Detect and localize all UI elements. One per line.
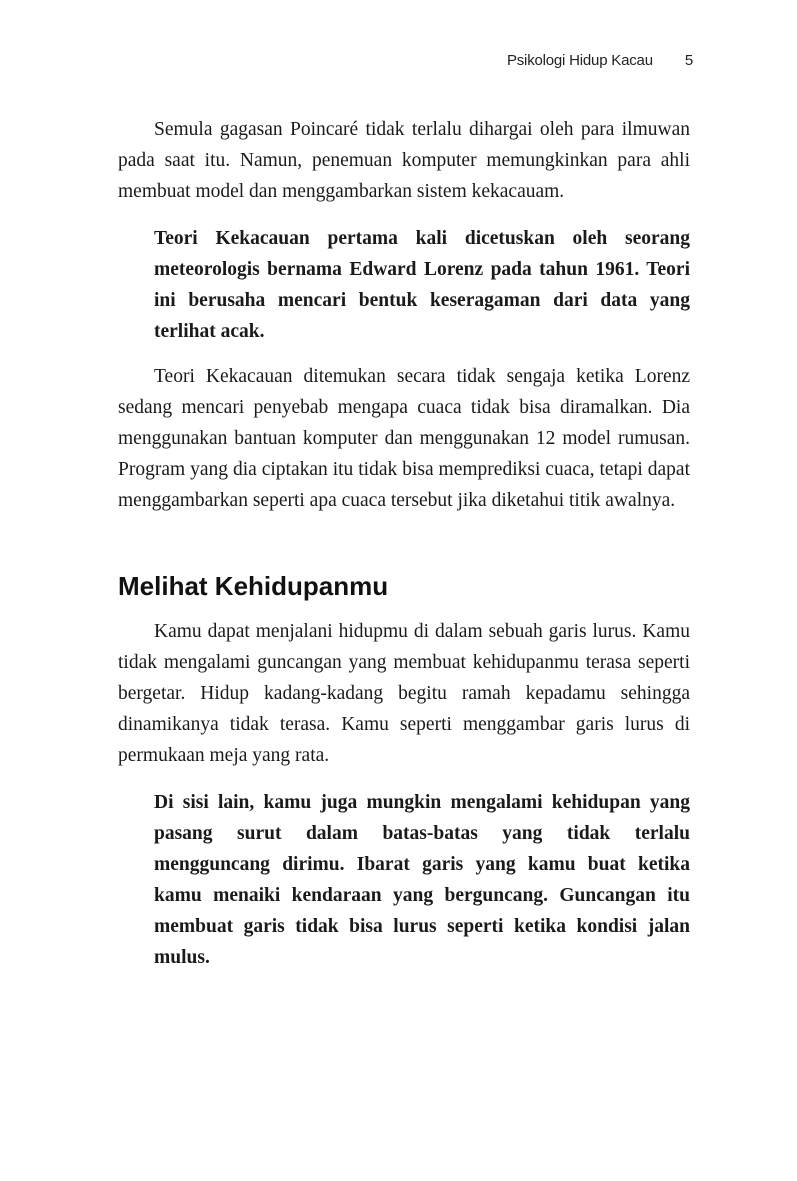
- book-title: Psikologi Hidup Kacau: [506, 52, 653, 69]
- section-heading: Melihat Kehidupanmu: [118, 571, 389, 601]
- paragraph-poincare: Semula gagasan Poincaré tidak terlalu dihargai oleh para ilmuwan pada saat itu. Namun, penemuan komputer memungkinkan para ahli membuat model dan menggambarkan sistem kekacauam.: [118, 119, 690, 202]
- running-header: [507, 52, 693, 69]
- paragraph-straight-line-life: Kamu dapat menjalani hidupmu di dalam sebuah garis lurus. Kamu tidak mengalami guncangan yang membuat kehidupanmu terasa seperti bergetar. Hidup kadang-kadang begitu ramah kepadamu sehingga dinamikanya tidak terasa. Kamu seperti menggambar garis lurus di permukaan meja yang rata.: [118, 621, 690, 766]
- highlight-paragraph-ups-downs: Di sisi lain, kamu juga mungkin mengalami kehidupan yang pasang surut dalam batas-batas yang tidak terlalu mengguncang dirimu. Ibarat garis yang kamu buat ketika kamu menaiki kendaraan yang berguncang. Guncangan itu membuat garis tidak bisa lurus seperti ketika kondisi jalan mulus.: [154, 792, 690, 968]
- paragraph-chaos-theory-discovery: Teori Kekacauan ditemukan secara tidak sengaja ketika Lorenz sedang mencari penyebab mengapa cuaca tidak bisa diramalkan. Dia menggunakan bantuan komputer dan menggunakan 12 model rumusan. Program yang dia ciptakan itu tidak bisa memprediksi cuaca, tetapi dapat menggambarkan seperti apa cuaca tersebut jika diketahui titik awalnya.: [118, 366, 690, 511]
- page-number: 5: [684, 52, 693, 69]
- page-content: [118, 114, 690, 973]
- highlight-paragraph-lorenz: Teori Kekacauan pertama kali dicetuskan oleh seorang meteorologis bernama Edward Lorenz pada tahun 1961. Teori ini berusaha mencari bentuk keseragaman dari data yang terlihat acak.: [154, 228, 690, 342]
